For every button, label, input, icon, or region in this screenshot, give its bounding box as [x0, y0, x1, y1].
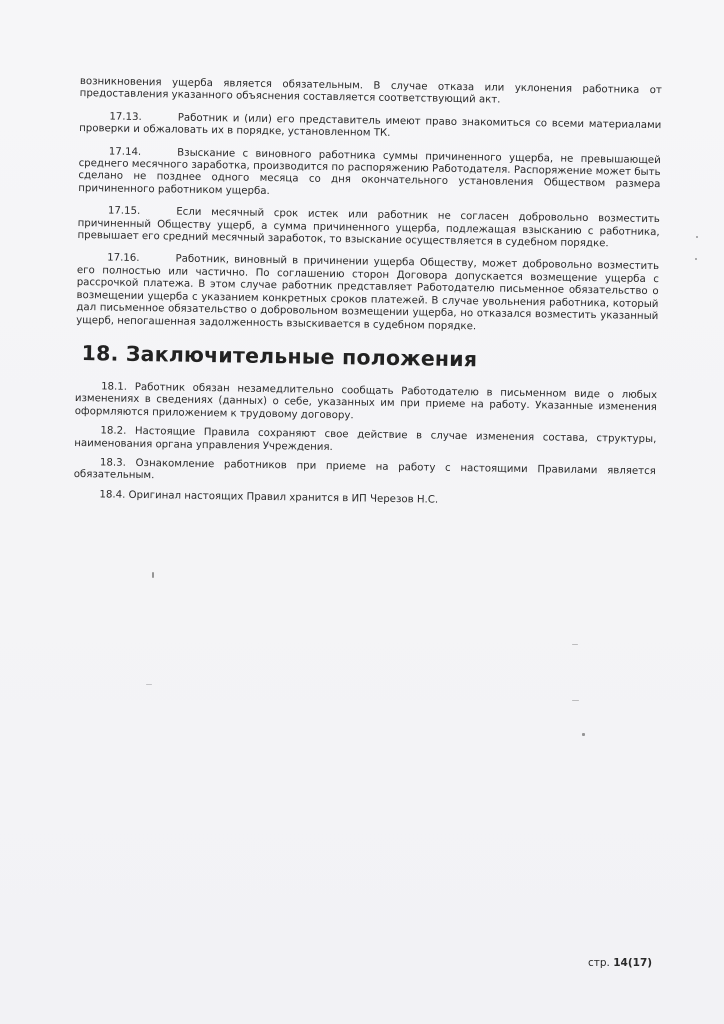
page-content — [73, 76, 662, 517]
page-prefix: стр. — [588, 957, 610, 969]
clause-number: 17.16. — [107, 252, 140, 265]
paragraph-18-2: 18.2. Настоящие Правила сохраняют свое действие в случае изменения состава, структуры, наименования органа управления Учреждения. — [74, 425, 657, 453]
paragraph-18-4: 18.4. Оригинал настоящих Правил хранится в ИП Черезов Н.С. — [99, 489, 439, 506]
section-18 — [73, 381, 657, 510]
paragraph-intro: возникновения ущерба является обязательным. В случае отказа или уклонения работника от предоставления указанного объяснения составляется соответствующий акт. — [79, 76, 662, 107]
scan-speck — [152, 572, 154, 578]
section-heading: 18. Заключительные положения — [81, 340, 478, 372]
clause-text: Работник и (или) его представитель имеют право знакомиться со всеми материалами проверки и обжаловать их в порядке, установленном ТК. — [79, 112, 662, 140]
clause-text: Взыскание с виновного работника суммы причиненного ущерба, не превышающей среднего месячного заработка, производится по распоряжению Работодателя. Распоряжение может быть сделано не позднее одного месяца со дня окончательного установления Обществом размера причиненного работником ущерба. — [78, 147, 661, 197]
clause-text: Работник, виновный в причинении ущерба Обществу, может добровольно возместить его полностью или частично. По соглашению сторон Договора допускается возмещение ущерба с рассрочкой платежа. В этом случае работник представляет Работодателю письменное обязательство о возмещении ущерба с указанием конкретных сроков платежей. В случае увольнения работника, который дал письменное обязательство о добровольном возмещении ущерба, но отказался возместить указанный ущерб, непогашенная задолженность взыскивается в судебном порядке. — [76, 253, 660, 332]
paragraph-18-3: 18.3. Ознакомление работников при приеме на работу с настоящими Правилами является обязательным. — [73, 457, 656, 482]
clause-number: 17.14. — [108, 146, 142, 158]
page-total: (17) — [627, 957, 653, 969]
scan-speck — [696, 236, 698, 238]
scan-speck — [572, 644, 578, 645]
page-current: 14 — [613, 957, 628, 969]
scan-speck — [695, 258, 697, 260]
paragraph-17-16 — [76, 252, 659, 336]
paragraph-17-14 — [78, 146, 661, 205]
paragraph-18-1: 18.1. Работник обязан незамедлительно сообщать Работодателю в письменном виде о любых изменениях в сведениях (данных) о себе, указанных им при приеме на работу. Указанные изменения оформляются приложением к трудовому договору. — [74, 381, 658, 422]
clause-number: 17.15. — [107, 205, 141, 218]
scan-speck — [572, 700, 579, 701]
page-number — [588, 957, 652, 969]
paragraph-17-15 — [77, 205, 660, 251]
clause-text: Если месячный срок истек или работник не согласен добровольно возместить причиненный Обществу ущерб, а сумма причиненного ущерба, подлежащая взысканию с работника, превышает его средний месячный заработок, то взыскание осуществляется в судебном порядке. — [77, 206, 660, 250]
scan-speck — [146, 684, 152, 685]
clause-number: 17.13. — [109, 111, 142, 123]
scan-speck — [582, 733, 585, 736]
paragraph-17-13 — [79, 111, 661, 145]
